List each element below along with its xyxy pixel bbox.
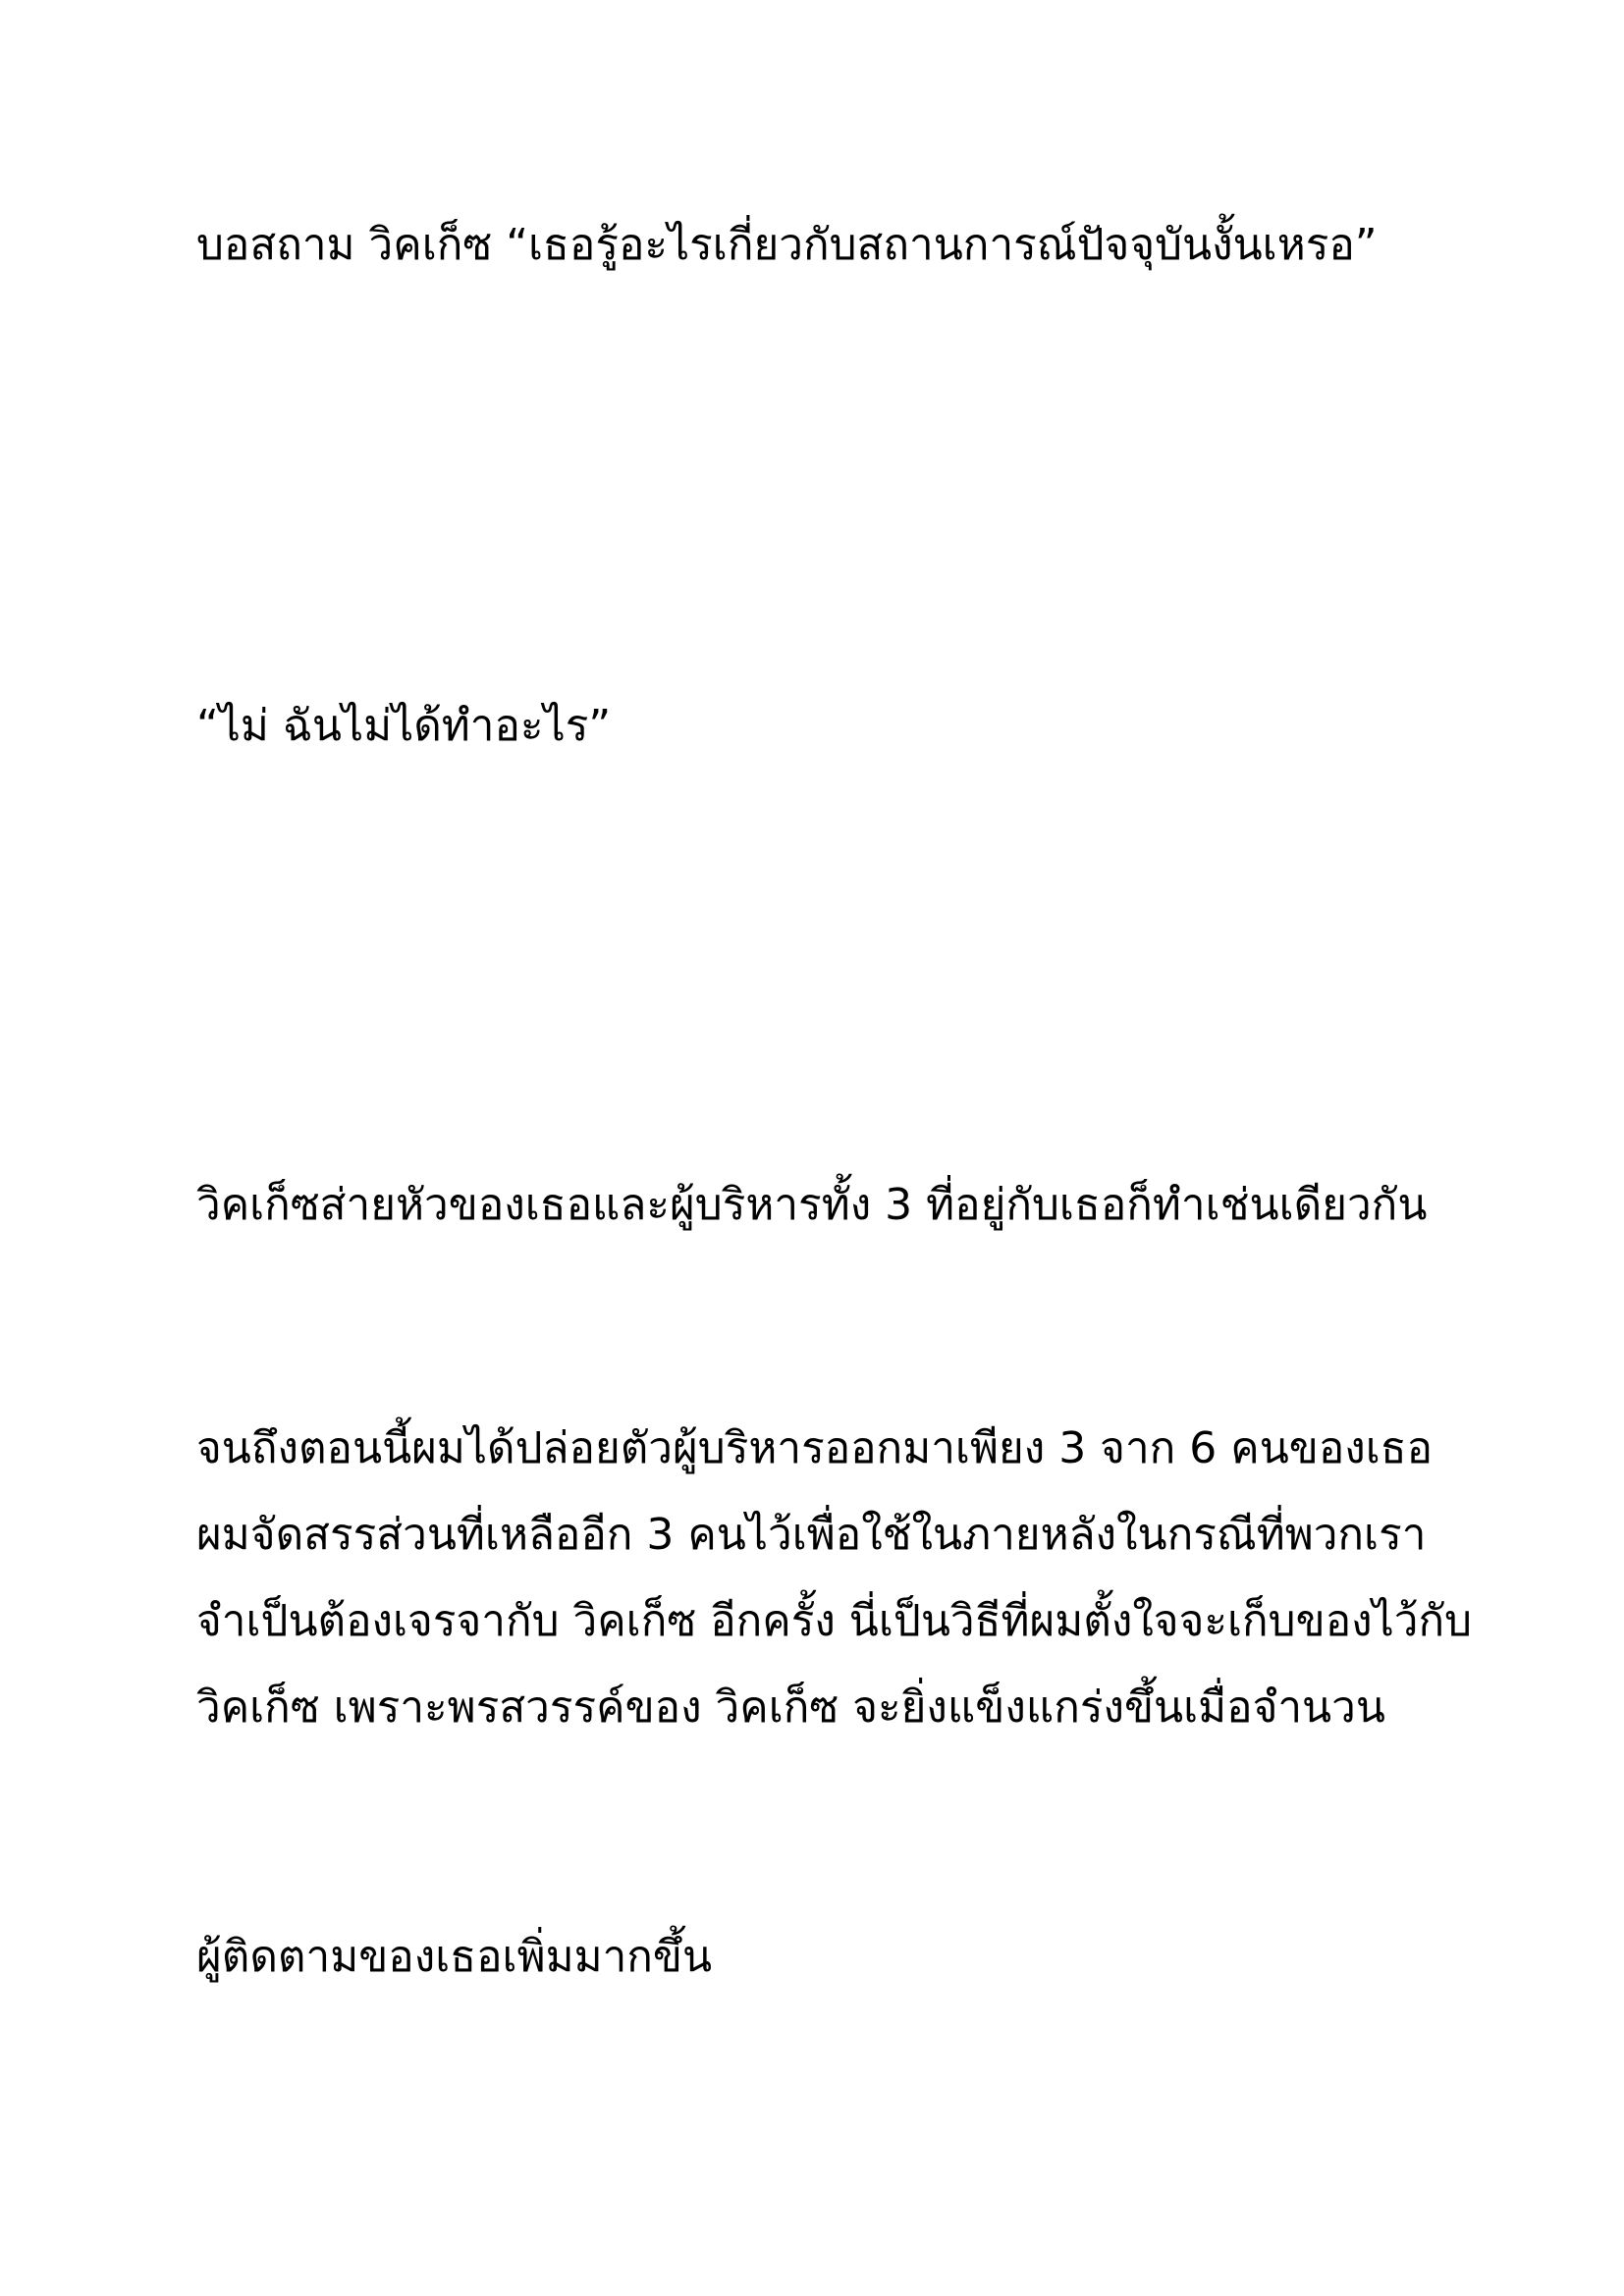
text-line: วิคเก็ซส่ายหัวของเธอและผู้บริหารทั้ง 3 ที่อยู่กับเธอก็ทำเช่นเดียวกัน xyxy=(196,1180,1428,1230)
text-line: บอสถาม วิคเก็ซ “เธอรู้อะไรเกี่ยวกับสถานการณ์ปัจจุบันงั้นเหรอ” xyxy=(196,220,1378,270)
text-line: วิคเก็ซ เพราะพรสวรรค์ของ วิคเก็ซ จะยิ่งแข็งแกร่งขึ้นเมื่อจำนวน xyxy=(196,1682,1385,1733)
paragraph-dialogue-question xyxy=(196,202,1492,289)
text-line: จนถึงตอนนี้ผมได้ปล่อยตัวผู้บริหารออกมาเพียง 3 จาก 6 คนของเธอ xyxy=(196,1423,1434,1473)
paragraph-dialogue-answer xyxy=(196,683,1492,770)
text-line: “ไม่ ฉันไม่ได้ทำอะไร” xyxy=(196,701,612,751)
text-line: ผมจัดสรรส่วนที่เหลืออีก 3 คนไว้เพื่อใช้ในภายหลังในกรณีที่พวกเรา xyxy=(196,1510,1427,1560)
paragraph-narration-end xyxy=(196,1914,1492,2001)
text-line: จำเป็นต้องเจรจากับ วิคเก็ซ อีกครั้ง นี่เป็นวิธีที่ผมตั้งใจจะเก็บของไว้กับ xyxy=(196,1596,1473,1646)
paragraph-narration xyxy=(196,1162,1492,1249)
paragraph-narration-long xyxy=(196,1406,1492,1751)
text-line: ผู้ติดตามของเธอเพิ่มมากขึ้น xyxy=(196,1932,713,1982)
